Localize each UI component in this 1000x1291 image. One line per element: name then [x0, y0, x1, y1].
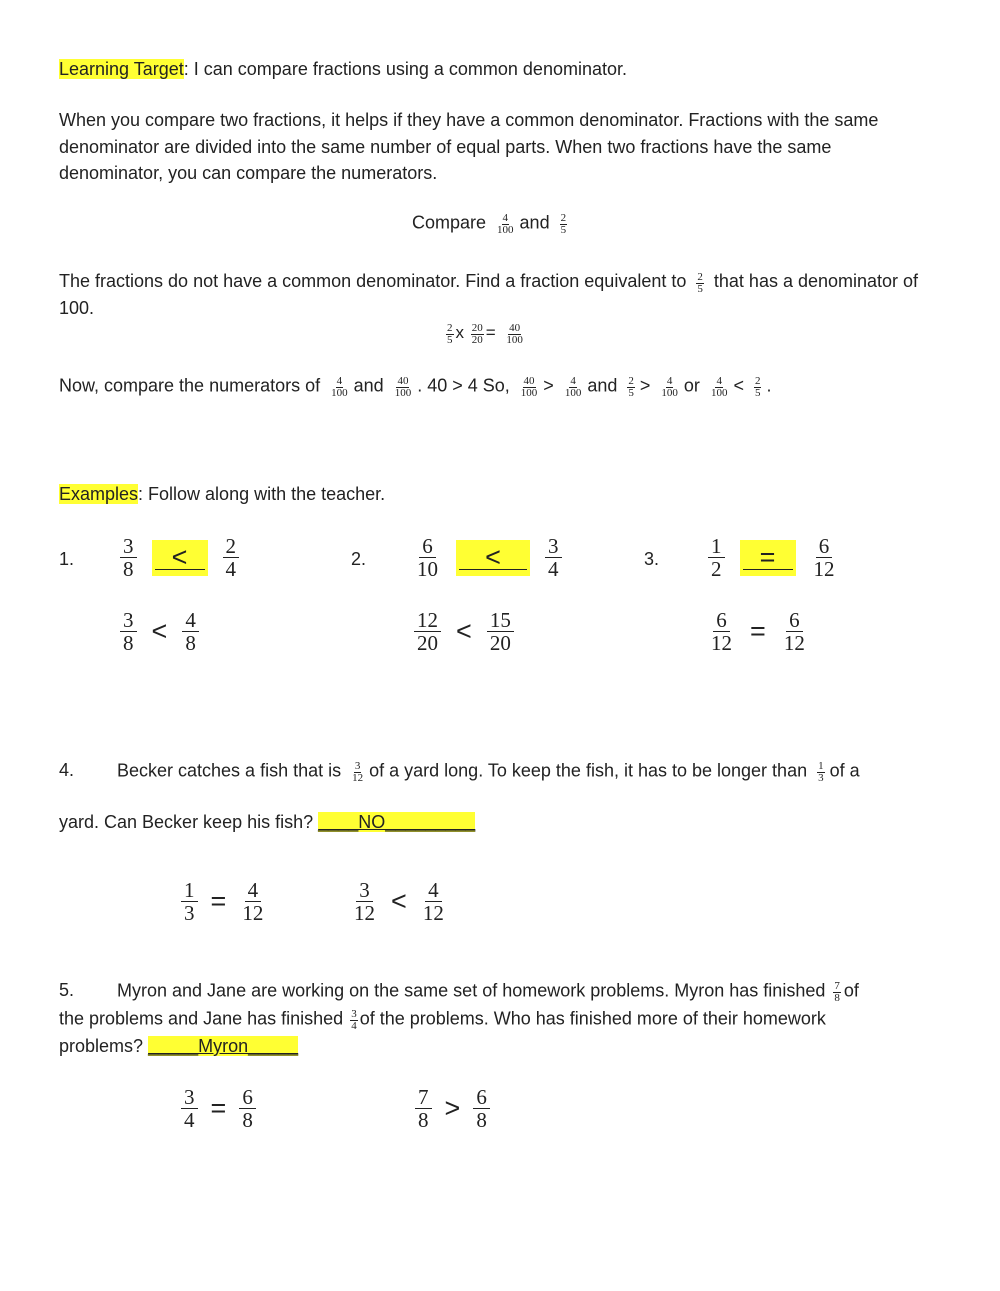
question-5-line-1: 5. Myron and Jane are working on the same set of homework problems. Myron has finished $\frac{7}{8}$ of [59, 980, 859, 1004]
fraction: $\frac{3}{12}$ [354, 878, 375, 925]
example-1-number: 1. [59, 549, 75, 569]
fraction: $\frac{6}{10}$ [417, 534, 438, 581]
learning-target-text: : I can compare fractions using a common denominator. [183, 59, 627, 79]
fraction: $\frac{3}{12}$ [352, 760, 364, 784]
compare-and: and [519, 212, 550, 233]
fraction: $\frac{6}{8}$ [473, 1086, 490, 1131]
fraction: $\frac{2}{4}$ [223, 535, 240, 580]
fraction: $\frac{1}{3}$ [181, 879, 198, 924]
intro-paragraph: When you compare two fractions, it helps if they have a common denominator. Fractions with the same denominator are divided into the same number of equal parts. When two fractions have the same denominator, you can compare the numerators. [59, 110, 879, 183]
fraction: $\frac{2}{5}$ [447, 322, 453, 346]
example-2-problem [414, 535, 562, 580]
question-4-work-2: $\frac{3}{12}$ < $\frac{4}{12}$ [351, 879, 447, 924]
fraction: $\frac{1}{3}$ [818, 760, 824, 784]
compare-prefix: Compare [412, 212, 487, 233]
question-5-line-2: the problems and Jane has finished $\frac{3}{4}$ of the problems. Who has finished more of their homework [59, 1008, 826, 1032]
fraction: $\frac{3}{8}$ [120, 609, 137, 654]
fraction: $\frac{3}{4}$ [545, 535, 562, 580]
example-1-problem [120, 535, 239, 580]
fraction: $\frac{4}{8}$ [182, 609, 199, 654]
fraction: $\frac{3}{4}$ [181, 1086, 198, 1131]
fraction: $\frac{40}{100}$ [506, 322, 523, 346]
learning-target-label: Learning Target [59, 59, 184, 79]
question-5-work-2: $\frac{7}{8}$ > $\frac{6}{8}$ [415, 1086, 490, 1131]
now-compare-line: Now, compare the numerators of $\frac{4}{100}$ and $\frac{40}{100}$ . 40 > 4 So, $\frac{40}{100}$ > $\frac{4}{100}$ and $\frac{2}{5}$ > $\frac{4}{100}$ or $\frac{4}{100}$ < $\frac{2}{5}$ . [59, 375, 772, 399]
fraction: $\frac{40}{100}$ [394, 375, 412, 399]
example-3-answer: = [740, 540, 796, 576]
question-5-work-1: $\frac{3}{4}$ = $\frac{6}{8}$ [181, 1086, 256, 1131]
fraction: $\frac{4}{12}$ [242, 878, 264, 925]
example-2-answer: < [456, 540, 530, 576]
examples-text: : Follow along with the teacher. [138, 484, 386, 504]
question-5-line-3: problems? _____Myron_____ [59, 1036, 299, 1056]
example-1-work: $\frac{3}{8}$ < $\frac{4}{8}$ [120, 609, 199, 654]
fraction: $\frac{6}{12}$ [783, 608, 805, 655]
fraction: $\frac{6}{8}$ [239, 1086, 256, 1131]
question-4-work-1: $\frac{1}{3}$ = $\frac{4}{12}$ [181, 879, 266, 924]
fraction: $\frac{4}{100}$ [497, 212, 514, 236]
example-1-answer: < [152, 540, 208, 576]
fraction: $\frac{2}{5}$ [754, 375, 761, 399]
fraction: $\frac{7}{8}$ [415, 1086, 432, 1131]
question-4-line-2: yard. Can Becker keep his fish? ____NO_________ [59, 812, 476, 832]
fraction: $\frac{2}{5}$ [628, 375, 634, 399]
fraction: $\frac{6}{12}$ [813, 534, 835, 581]
question-4-number: 4. [59, 760, 75, 781]
fraction: $\frac{40}{100}$ [520, 375, 538, 399]
question-5-answer: _____Myron_____ [148, 1036, 299, 1056]
fraction: $\frac{3}{4}$ [351, 1008, 357, 1032]
fraction: $\frac{7}{8}$ [834, 980, 840, 1004]
fraction: $\frac{20}{20}$ [471, 322, 483, 346]
example-3-problem [708, 535, 838, 580]
fraction: $\frac{4}{100}$ [564, 375, 582, 399]
learning-target [59, 59, 627, 80]
example-2-work: $\frac{12}{20}$ < $\frac{15}{20}$ [414, 609, 514, 654]
fraction: $\frac{3}{8}$ [120, 535, 137, 580]
fraction: $\frac{4}{100}$ [661, 375, 678, 399]
fraction: $\frac{4}{100}$ [331, 375, 348, 399]
fraction: $\frac{4}{12}$ [422, 878, 444, 925]
question-4-line-1: 4. Becker catches a fish that is $\frac{3}{12}$ of a yard long. To keep the fish, it has to be longer than $\frac{1}{3}$ of a [59, 760, 860, 784]
multiplication-line: $\frac{2}{5}$ x $\frac{20}{20}$ = $\frac{40}{100}$ [447, 322, 523, 346]
fraction: $\frac{1}{2}$ [708, 535, 725, 580]
fraction: $\frac{6}{12}$ [711, 608, 732, 655]
example-2-number: 2. [351, 549, 367, 569]
no-common-paragraph: The fractions do not have a common denominator. Find a fraction equivalent to $\frac{2}{5}$ that has a denominator of 100. [59, 270, 919, 318]
fraction: $\frac{2}{5}$ [697, 270, 703, 295]
examples-label: Examples [59, 484, 139, 504]
question-4-answer: ____NO_________ [318, 812, 476, 832]
fraction: $\frac{15}{20}$ [487, 609, 514, 654]
fraction: $\frac{4}{100}$ [710, 375, 728, 399]
fraction: $\frac{12}{20}$ [414, 609, 441, 654]
fraction: $\frac{2}{5}$ [560, 212, 567, 236]
example-3-work: $\frac{6}{12}$ = $\frac{6}{12}$ [708, 609, 808, 654]
question-5-number: 5. [59, 980, 75, 1001]
examples-heading [59, 484, 385, 505]
compare-line [412, 212, 572, 235]
example-3-number: 3. [644, 549, 660, 569]
